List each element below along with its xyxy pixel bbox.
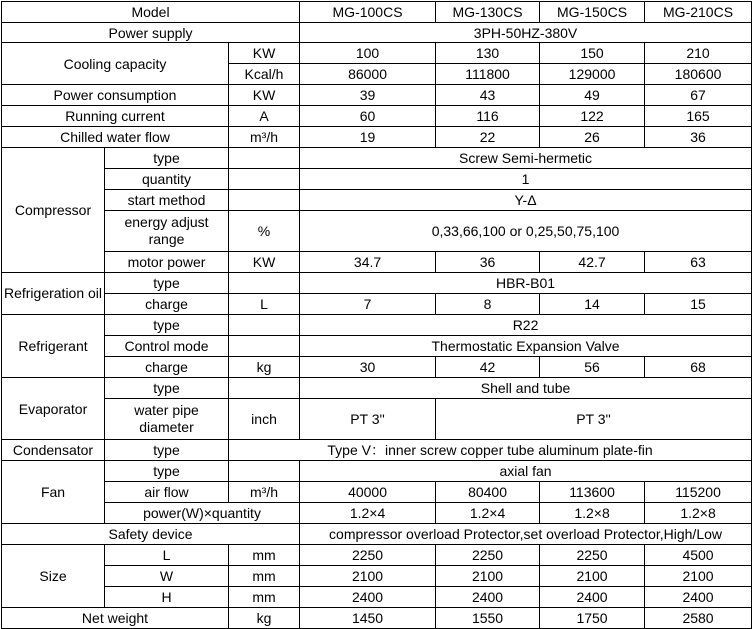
value-cell: 42: [436, 357, 540, 378]
value-cell: 7: [300, 294, 436, 315]
value-cell: compressor overload Protector,set overload Protector,High/Low: [300, 524, 752, 545]
value-cell: HBR-B01: [300, 273, 752, 294]
value-cell: 36: [436, 252, 540, 273]
sub-label: type: [105, 148, 229, 169]
value-cell: 2100: [436, 566, 540, 587]
value-cell: 2100: [540, 566, 645, 587]
value-cell: 4500: [645, 545, 752, 566]
compressor-quantity-row: [2, 169, 752, 190]
sub-label: energy adjust range: [105, 211, 229, 252]
sub-label: charge: [105, 294, 229, 315]
value-cell: 30: [300, 357, 436, 378]
evaporator-type-row: [2, 378, 752, 399]
unit-cell: m³/h: [229, 482, 300, 503]
sub-label: air flow: [105, 482, 229, 503]
fan-power-quantity-row: [2, 503, 752, 524]
running-current-label: Running current: [2, 106, 229, 127]
value-cell: 43: [436, 85, 540, 106]
sub-label: H: [105, 587, 229, 608]
sub-label: type: [105, 273, 229, 294]
compressor-type-row: [2, 148, 752, 169]
unit-cell: L: [229, 294, 300, 315]
value-cell: 34.7: [300, 252, 436, 273]
value-cell: 122: [540, 106, 645, 127]
value-cell: 1.2×8: [540, 503, 645, 524]
value-cell: 1450: [300, 608, 436, 629]
value-cell: 129000: [540, 64, 645, 85]
net-weight-label: Net weight: [2, 608, 229, 629]
value-cell: 22: [436, 127, 540, 148]
unit-cell: [229, 315, 300, 336]
sub-label: W: [105, 566, 229, 587]
unit-cell: mm: [229, 545, 300, 566]
value-cell: 2250: [540, 545, 645, 566]
evaporator-label: Evaporator: [2, 378, 105, 440]
refrigerant-charge-row: [2, 357, 752, 378]
refrigeration-oil-label: Refrigeration oil: [2, 273, 105, 315]
value-cell: 26: [540, 127, 645, 148]
power-consumption-label: Power consumption: [2, 85, 229, 106]
value-cell: Shell and tube: [300, 378, 752, 399]
size-label: Size: [2, 545, 105, 608]
value-cell: 80400: [436, 482, 540, 503]
oil-charge-row: [2, 294, 752, 315]
running-current-row: [2, 106, 752, 127]
value-cell: 2400: [540, 587, 645, 608]
evaporator-water-pipe-row: [2, 399, 752, 440]
value-cell: 116: [436, 106, 540, 127]
fan-air-flow-row: [2, 482, 752, 503]
compressor-motor-power-row: [2, 252, 752, 273]
unit-cell: [229, 148, 300, 169]
chilled-water-flow-row: [2, 127, 752, 148]
value-cell: Type V：inner screw copper tube aluminum plate-fin: [229, 440, 752, 461]
value-cell: 130: [436, 43, 540, 64]
sub-label: quantity: [105, 169, 229, 190]
value-cell: 1.2×8: [645, 503, 752, 524]
sub-label: type: [105, 378, 229, 399]
unit-cell: [229, 273, 300, 294]
condensator-label: Condensator: [2, 440, 105, 461]
value-cell: 150: [540, 43, 645, 64]
unit-cell: kg: [229, 357, 300, 378]
unit-cell: m³/h: [229, 127, 300, 148]
value-cell: 1.2×4: [436, 503, 540, 524]
value-cell: 113600: [540, 482, 645, 503]
value-cell: PT 3'': [300, 399, 436, 440]
value-cell: 86000: [300, 64, 436, 85]
sub-label: motor power: [105, 252, 229, 273]
fan-type-row: [2, 461, 752, 482]
value-cell: Thermostatic Expansion Valve: [300, 336, 752, 357]
value-cell: 68: [645, 357, 752, 378]
value-cell: 8: [436, 294, 540, 315]
value-cell: 1.2×4: [300, 503, 436, 524]
spec-table: [1, 1, 752, 629]
value-cell: axial fan: [300, 461, 752, 482]
value-cell: 56: [540, 357, 645, 378]
sub-label: power(W)×quantity: [105, 503, 300, 524]
safety-device-row: [2, 524, 752, 545]
sub-label: L: [105, 545, 229, 566]
fan-label: Fan: [2, 461, 105, 524]
unit-cell: A: [229, 106, 300, 127]
header-row: [2, 2, 752, 23]
power-supply-value: 3PH-50HZ-380V: [300, 23, 752, 43]
value-cell: 2580: [645, 608, 752, 629]
value-cell: 60: [300, 106, 436, 127]
safety-device-label: Safety device: [2, 524, 300, 545]
unit-cell: mm: [229, 587, 300, 608]
unit-cell: kg: [229, 608, 300, 629]
value-cell: 14: [540, 294, 645, 315]
value-cell: R22: [300, 315, 752, 336]
unit-cell: mm: [229, 566, 300, 587]
condensator-row: [2, 440, 752, 461]
model-name: MG-150CS: [540, 2, 645, 23]
unit-cell: KW: [229, 43, 300, 64]
value-cell: 2100: [645, 566, 752, 587]
sub-label: type: [105, 461, 229, 482]
value-cell: 15: [645, 294, 752, 315]
value-cell: 49: [540, 85, 645, 106]
value-cell: 19: [300, 127, 436, 148]
model-name: MG-210CS: [645, 2, 752, 23]
compressor-energy-adjust-row: [2, 211, 752, 252]
refrigerant-control-mode-row: [2, 336, 752, 357]
compressor-start-method-row: [2, 190, 752, 211]
value-cell: 1750: [540, 608, 645, 629]
unit-cell: [229, 461, 300, 482]
value-cell: 36: [645, 127, 752, 148]
sub-label: charge: [105, 357, 229, 378]
model-header: Model: [2, 2, 300, 23]
sub-label: water pipe diameter: [105, 399, 229, 440]
value-cell: 111800: [436, 64, 540, 85]
value-cell: 165: [645, 106, 752, 127]
unit-cell: inch: [229, 399, 300, 440]
refrigerant-label: Refrigerant: [2, 315, 105, 378]
unit-cell: KW: [229, 85, 300, 106]
unit-cell: [229, 336, 300, 357]
value-cell: 115200: [645, 482, 752, 503]
value-cell: 67: [645, 85, 752, 106]
size-w-row: [2, 566, 752, 587]
value-cell: Y-Δ: [300, 190, 752, 211]
value-cell: 40000: [300, 482, 436, 503]
unit-cell: [229, 169, 300, 190]
power-consumption-row: [2, 85, 752, 106]
net-weight-row: [2, 608, 752, 629]
sub-label: start method: [105, 190, 229, 211]
sub-label: Control mode: [105, 336, 229, 357]
sub-label: type: [105, 440, 229, 461]
value-cell: 2250: [300, 545, 436, 566]
value-cell: 2400: [300, 587, 436, 608]
size-l-row: [2, 545, 752, 566]
value-cell: Screw Semi-hermetic: [300, 148, 752, 169]
unit-cell: KW: [229, 252, 300, 273]
value-cell: 210: [645, 43, 752, 64]
value-cell: 63: [645, 252, 752, 273]
value-cell: 2100: [300, 566, 436, 587]
value-cell: 0,33,66,100 or 0,25,50,75,100: [300, 211, 752, 252]
value-cell: 2400: [645, 587, 752, 608]
unit-cell: [229, 190, 300, 211]
value-cell: 39: [300, 85, 436, 106]
chilled-water-flow-label: Chilled water flow: [2, 127, 229, 148]
value-cell: 100: [300, 43, 436, 64]
value-cell: 180600: [645, 64, 752, 85]
value-cell: PT 3'': [436, 399, 752, 440]
refrigerant-type-row: [2, 315, 752, 336]
sub-label: type: [105, 315, 229, 336]
unit-cell: [229, 378, 300, 399]
value-cell: 2250: [436, 545, 540, 566]
model-name: MG-100CS: [300, 2, 436, 23]
value-cell: 1550: [436, 608, 540, 629]
power-supply-row: [2, 23, 752, 43]
compressor-label: Compressor: [2, 148, 105, 273]
unit-cell: %: [229, 211, 300, 252]
model-name: MG-130CS: [436, 2, 540, 23]
oil-type-row: [2, 273, 752, 294]
cooling-capacity-row: [2, 43, 752, 64]
value-cell: 2400: [436, 587, 540, 608]
power-supply-label: Power supply: [2, 23, 300, 43]
size-h-row: [2, 587, 752, 608]
cooling-capacity-label: Cooling capacity: [2, 43, 229, 85]
unit-cell: Kcal/h: [229, 64, 300, 85]
value-cell: 42.7: [540, 252, 645, 273]
value-cell: 1: [300, 169, 752, 190]
